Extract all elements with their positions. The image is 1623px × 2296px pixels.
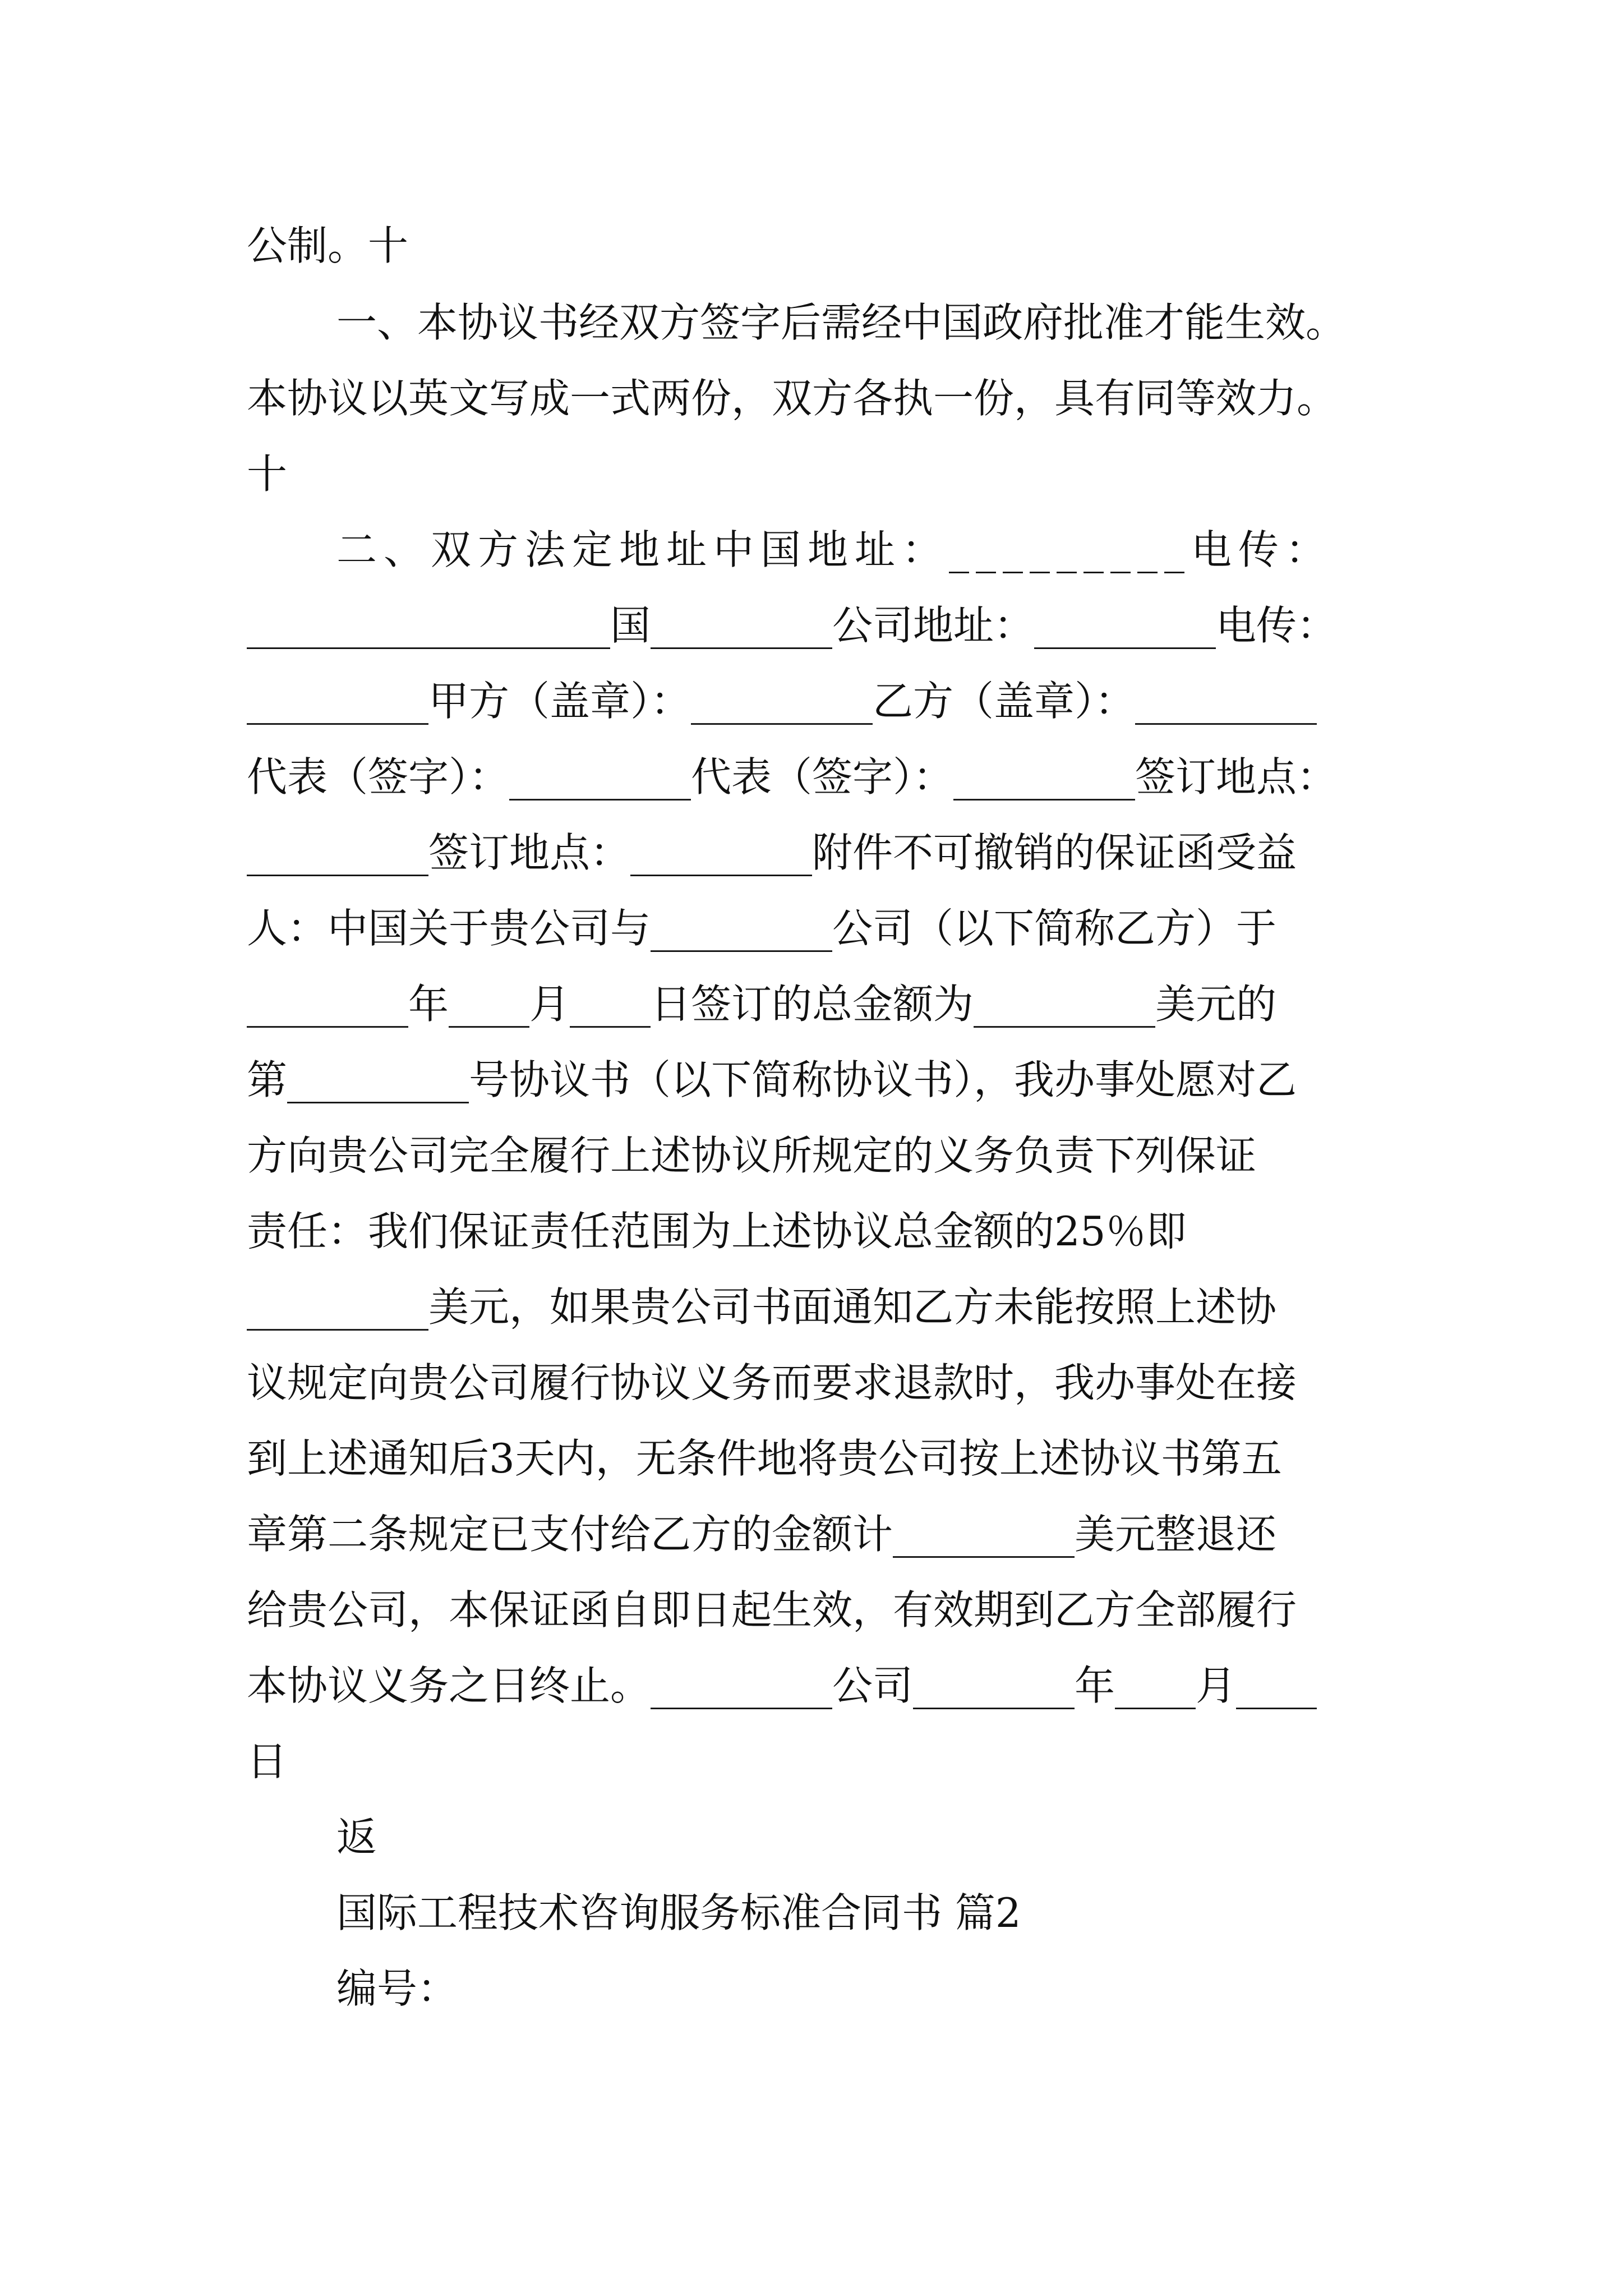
text-line: 人：中国关于贵公司与_________公司（以下简称乙方）于 (247, 905, 1277, 952)
document-number-label: 编号： (336, 1965, 458, 2012)
section-heading: 国际工程技术咨询服务标准合同书 篇2 (336, 1889, 1021, 1936)
text-line: ________年____月____日签订的总金额为_________美元的 (247, 981, 1277, 1028)
text-line: _________甲方（盖章）：_________乙方（盖章）：_________ (247, 678, 1317, 725)
text-line: 到上述通知后3天内，无条件地将贵公司按上述协议书第五 (247, 1435, 1282, 1482)
text-line: 日 (247, 1738, 288, 1785)
text-line: _________美元，如果贵公司书面通知乙方未能按照上述协 (247, 1283, 1277, 1331)
text-line: 第_________号协议书（以下简称协议书），我办事处愿对乙 (247, 1056, 1297, 1103)
text-line: 十 (247, 450, 288, 498)
text-line: 二、双方法定地址中国地址：_________电传： (336, 526, 1333, 573)
text-line: 责任：我们保证责任范围为上述协议总金额的25％即 (247, 1208, 1187, 1255)
text-line: 公制。十 (247, 222, 409, 269)
text-line: __________________国_________公司地址：_________电传： (247, 602, 1338, 649)
text-line: _________签订地点：_________附件不可撤销的保证函受益 (247, 829, 1297, 876)
text-line: 议规定向贵公司履行协议义务而要求退款时，我办事处在接 (247, 1359, 1297, 1406)
text-line: 章第二条规定已支付给乙方的金额计_________美元整退还 (247, 1511, 1277, 1558)
text-line: 代表（签字）：_________代表（签字）：_________签订地点： (247, 753, 1338, 800)
section-marker: 返 (336, 1814, 377, 1861)
text-line: 本协议义务之日终止。_________公司________年____月____ (247, 1662, 1317, 1709)
text-line: 本协议以英文写成一式两份，双方各执一份，具有同等效力。 (247, 375, 1338, 422)
text-line: 一、本协议书经双方签字后需经中国政府批准才能生效。 (336, 299, 1347, 346)
text-line: 给贵公司，本保证函自即日起生效，有效期到乙方全部履行 (247, 1586, 1297, 1634)
text-line: 方向贵公司完全履行上述协议所规定的义务负责下列保证 (247, 1132, 1257, 1179)
